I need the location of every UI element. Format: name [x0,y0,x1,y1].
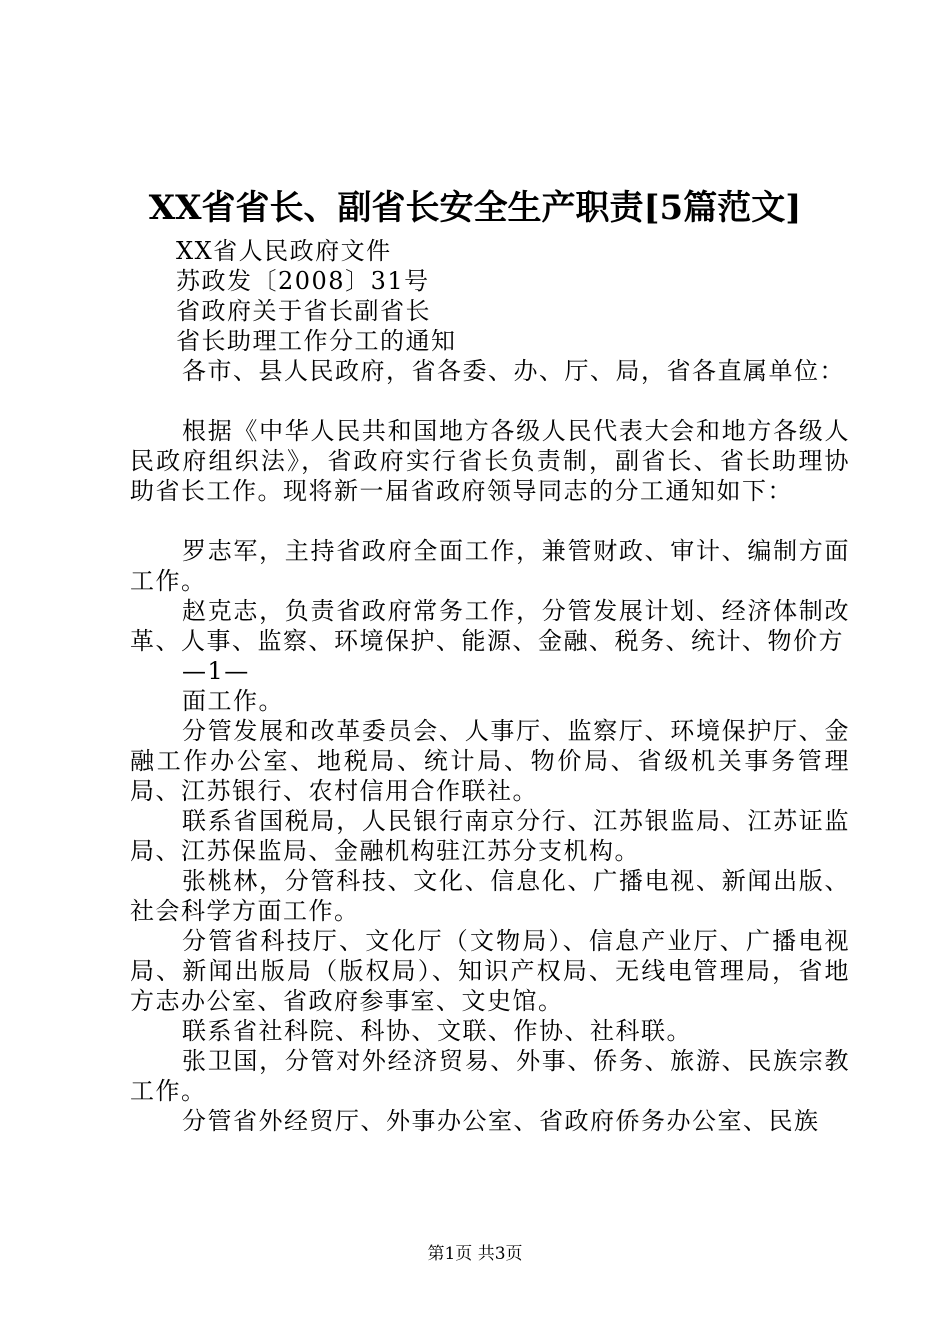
paragraph-zhao: 赵克志，负责省政府常务工作，分管发展计划、经济体制改革、人事、监察、环境保护、能源、金融、税务、统计、物价方 [130,597,850,655]
paragraph-continuation: 面工作。 [182,687,284,715]
blank-line [130,386,850,416]
addressee-line: 各市、县人民政府，省各委、办、厅、局，省各直属单位： [182,357,845,385]
paragraph-zhang-taolin-liaison: 联系省社科院、科协、文联、作协、社科联。 [182,1017,692,1045]
issuer-line: XX省人民政府文件 [176,237,392,265]
document-title: XX省省长、副省长安全生产职责[5篇范文] [148,188,802,228]
paragraph-zhang-weiguo: 张卫国，分管对外经济贸易、外事、侨务、旅游、民族宗教工作。 [130,1047,850,1105]
paragraph-zhang-taolin-departments: 分管省科技厅、文化厅（文物局）、信息产业厅、广播电视局、新闻出版局（版权局）、知识产权局、无线电管理局，省地方志办公室、省政府参事室、文史馆。 [130,927,850,1015]
intro-paragraph: 根据《中华人民共和国地方各级人民代表大会和地方各级人民政府组织法》，省政府实行省长负责制，副省长、省长助理协助省长工作。现将新一届省政府领导同志的分工通知如下： [130,417,850,505]
notice-title-line-1: 省政府关于省长副省长 [176,297,431,325]
document-body [130,236,850,1136]
blank-line [130,506,850,536]
paragraph-zhang-taolin: 张桃林，分管科技、文化、信息化、广播电视、新闻出版、社会科学方面工作。 [130,867,850,925]
paragraph-luo: 罗志军，主持省政府全面工作，兼管财政、审计、编制方面工作。 [130,537,850,595]
inline-page-number: —1— [182,657,250,685]
notice-title-line-2: 省长助理工作分工的通知 [176,327,457,355]
paragraph-zhang-weiguo-departments: 分管省外经贸厅、外事办公室、省政府侨务办公室、民族 [182,1107,820,1135]
document-number-line: 苏政发〔2008〕31号 [176,267,430,295]
page-footer: 第1页 共3页 [427,1244,523,1264]
paragraph-zhao-departments: 分管发展和改革委员会、人事厅、监察厅、环境保护厅、金融工作办公室、地税局、统计局、物价局、省级机关事务管理局、江苏银行、农村信用合作联社。 [130,717,850,805]
paragraph-zhao-liaison: 联系省国税局，人民银行南京分行、江苏银监局、江苏证监局、江苏保监局、金融机构驻江苏分支机构。 [130,807,850,865]
